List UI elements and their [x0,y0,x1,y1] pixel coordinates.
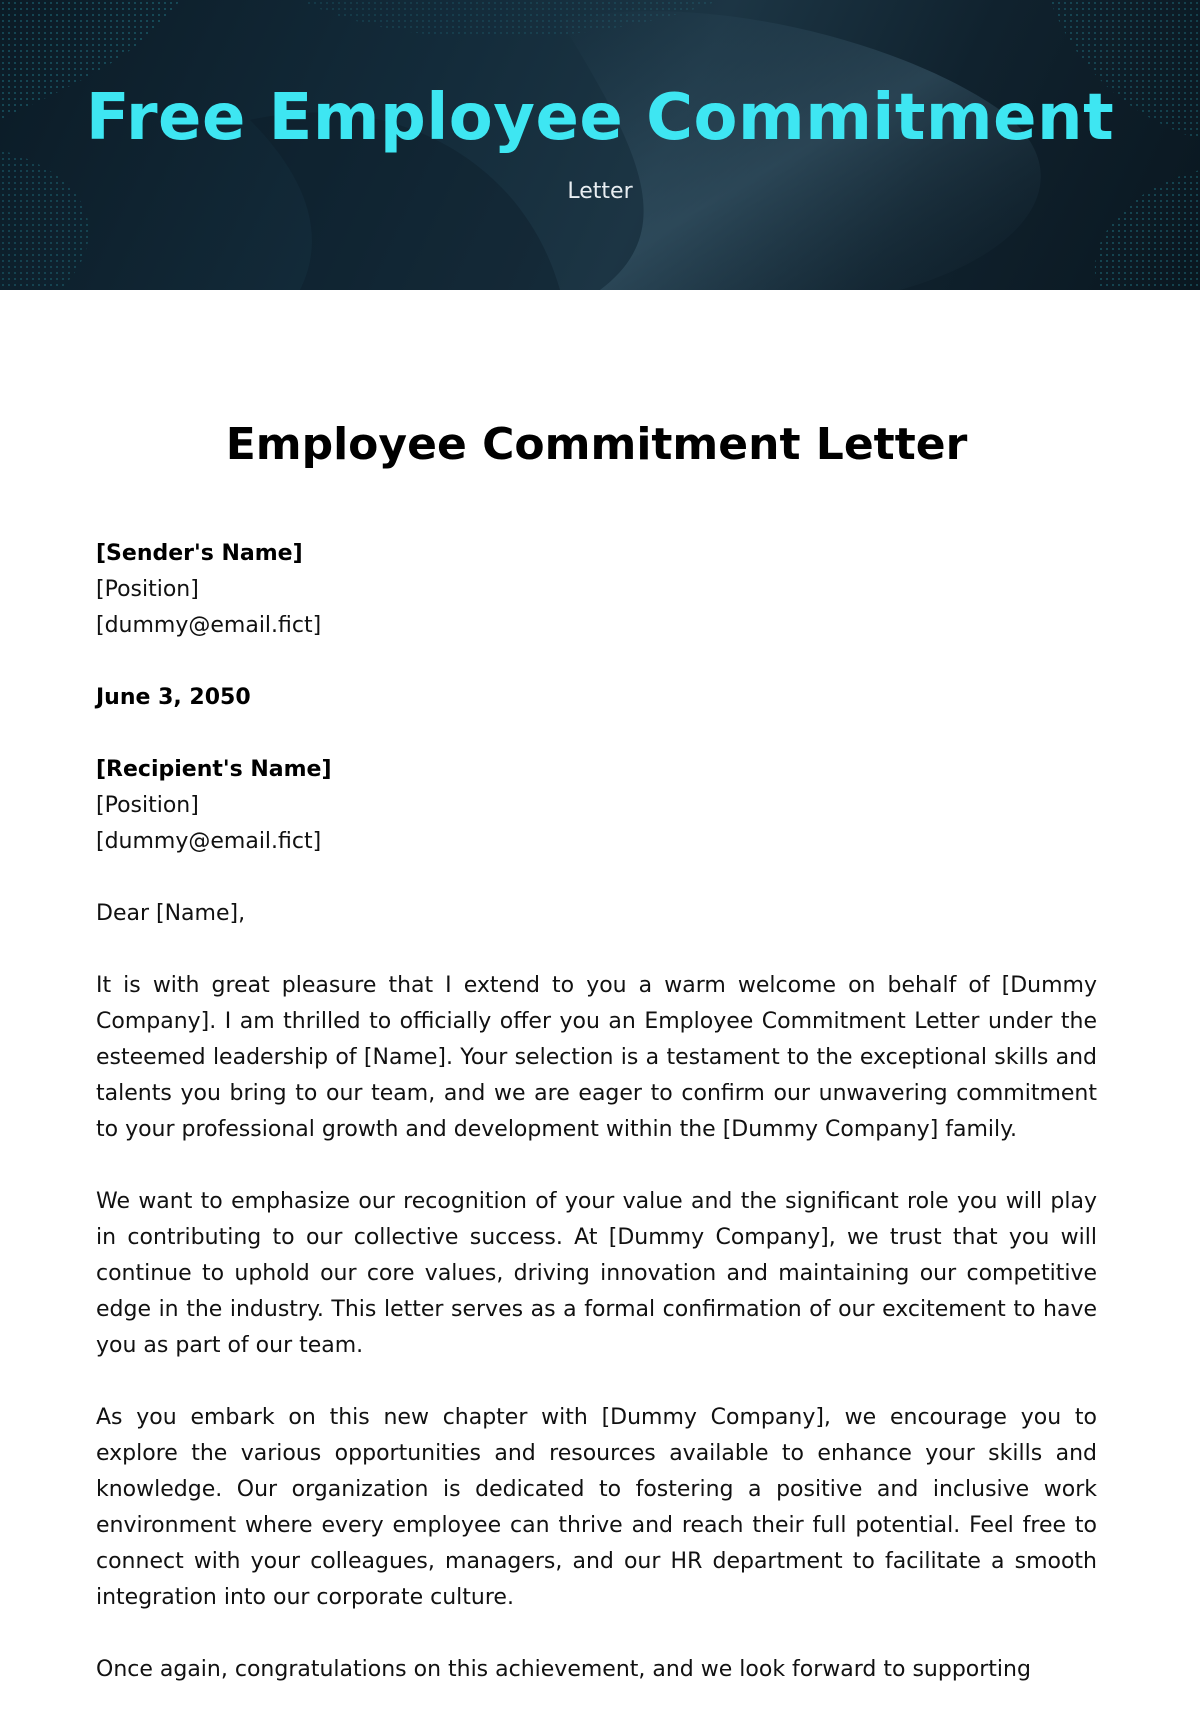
sender-position: [Position] [96,577,199,602]
banner-subtitle: Letter [567,179,633,204]
banner-title: Free Employee Commitment [85,81,1115,155]
letter-date: June 3, 2050 [96,685,251,710]
recipient-position: [Position] [96,793,199,818]
body-paragraph: We want to emphasize our recognition of your value and the significant role you will play in contributing to our collective success. At [Dummy Company], we trust that you will continue to uphold our core values, driving innovation and maintaining our competitive edge in the industry. This letter serves as a formal confirmation of our excitement to have you as part of our team. [96,1189,1097,1358]
salutation: Dear [Name], [96,901,246,926]
document-title: Employee Commitment Letter [225,419,968,470]
header-banner [0,0,1200,290]
sender-email: [dummy@email.fict] [96,613,322,638]
recipient-block [96,752,1097,860]
salutation-block [96,896,1097,932]
sender-name: [Sender's Name] [96,541,303,566]
letter-document [96,410,1097,1724]
recipient-name: [Recipient's Name] [96,757,332,782]
body-paragraph: It is with great pleasure that I extend to you a warm welcome on behalf of [Dummy Company]. I am thrilled to officially offer you an Employee Commitment Letter under the esteemed leadership of [Name]. Your selection is a testament to the exceptional skills and talents you bring to our team, and we are eager to confirm our unwavering commitment to your professional growth and development within the [Dummy Company] family. [96,973,1097,1142]
date-block [96,680,1097,716]
sender-block [96,536,1097,644]
body-paragraph: Once again, congratulations on this achievement, and we look forward to supporting [96,1657,1031,1682]
body-paragraph: As you embark on this new chapter with [Dummy Company], we encourage you to explore the various opportunities and resources available to enhance your skills and knowledge. Our organization is dedicated to fostering a positive and inclusive work environment where every employee can thrive and reach their full potential. Feel free to connect with your colleagues, managers, and our HR department to facilitate a smooth integration into our corporate culture. [96,1405,1097,1610]
recipient-email: [dummy@email.fict] [96,829,322,854]
